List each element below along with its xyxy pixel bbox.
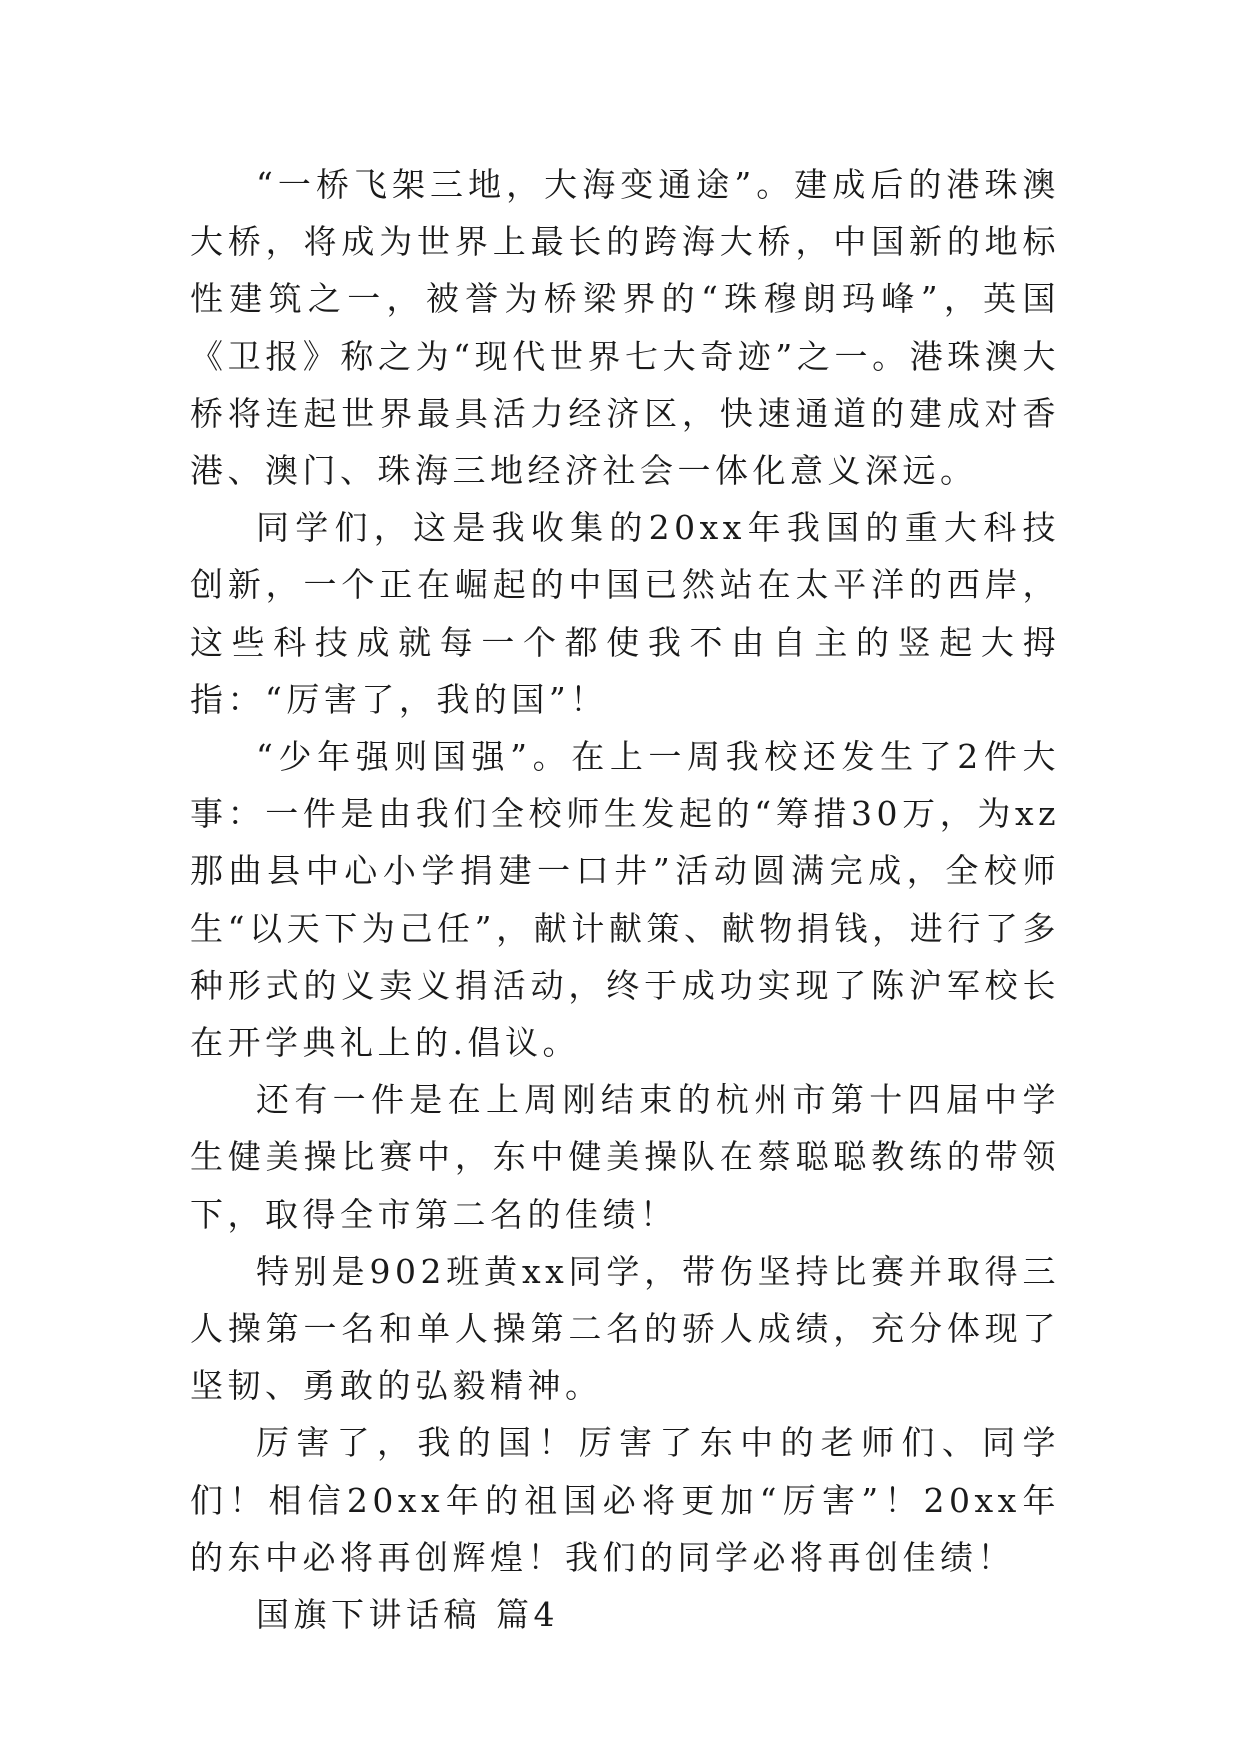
section-heading: 国旗下讲话稿 篇4 xyxy=(256,1595,559,1635)
paragraph-school-events: “少年强则国强”。在上一周我校还发生了2件大事：一件是由我们全校师生发起的“筹措30万，为xz那曲县中心小学捐建一口井”活动圆满完成，全校师生“以天下为己任”，献计献策、献物捐钱，进行了多种形式的义卖义捐活动，终于成功实现了陈沪军校长在开学典礼上的.倡议。 xyxy=(190,737,1060,1063)
paragraph-technology: 同学们，这是我收集的20xx年我国的重大科技创新，一个正在崛起的中国已然站在太平洋的西岸，这些科技成就每一个都使我不由自主的竖起大拇指：“厉害了，我的国”！ xyxy=(190,508,1060,719)
paragraph-student-achievement: 特别是902班黄xx同学，带伤坚持比赛并取得三人操第一名和单人操第二名的骄人成绩，充分体现了坚韧、勇敢的弘毅精神。 xyxy=(190,1251,1060,1406)
paragraph-bridge: “一桥飞架三地，大海变通途”。建成后的港珠澳大桥，将成为世界上最长的跨海大桥，中国新的地标性建筑之一，被誉为桥梁界的“珠穆朗玛峰”，英国《卫报》称之为“现代世界七大奇迹”之一。港珠澳大桥将连起世界最具活力经济区，快速通道的建成对香港、澳门、珠海三地经济社会一体化意义深远。 xyxy=(190,165,1060,491)
paragraph-conclusion: 厉害了，我的国！厉害了东中的老师们、同学们！相信20xx年的祖国必将更加“厉害”！20xx年的东中必将再创辉煌！我们的同学必将再创佳绩！ xyxy=(190,1423,1060,1577)
paragraph-aerobics: 还有一件是在上周刚结束的杭州市第十四届中学生健美操比赛中，东中健美操队在蔡聪聪教练的带领下，取得全市第二名的佳绩！ xyxy=(190,1080,1060,1234)
document-body xyxy=(190,156,1060,1643)
